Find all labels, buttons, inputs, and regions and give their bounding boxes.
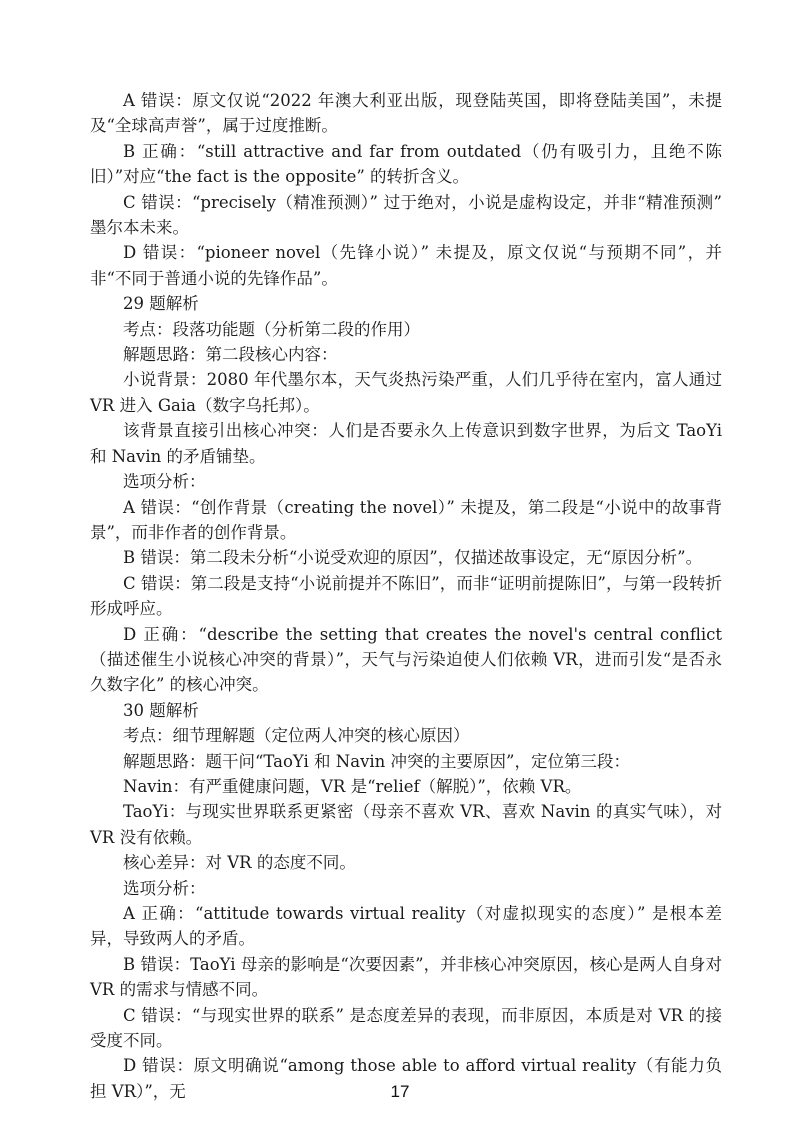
option-analysis-29c: C 错误：第二段是支持“小说前提并不陈旧”，而非“证明前提陈旧”，与第一段转折形成呼应。	[90, 573, 722, 619]
option-analysis-29a: A 错误：“创作背景（creating the novel）” 未提及，第二段是“小说中的故事背景”，而非作者的创作背景。	[90, 497, 722, 542]
option-analysis-28a: A 错误：原文仅说“2022 年澳大利亚出版，现登陆英国，即将登陆美国”，未提及“全球高声誉”，属于过度推断。	[90, 91, 722, 136]
page-body	[90, 88, 722, 1104]
question-29-heading: 29 题解析	[123, 294, 199, 314]
question-30-core-difference: 核心差异：对 VR 的态度不同。	[123, 853, 356, 873]
question-29-background: 小说背景：2080 年代墨尔本，天气炎热污染严重，人们几乎待在室内，富人通过 VR 进入 Gaia（数字乌托邦）。	[90, 370, 722, 415]
option-analysis-28b: B 正确：“still attractive and far from outdated（仍有吸引力，且绝不陈旧）”对应“the fact is the opposite” 的转折含义。	[90, 141, 722, 187]
question-30-heading: 30 题解析	[123, 700, 199, 720]
option-analysis-29d: D 正确：“describe the setting that creates the novel's central conflict（描述催生小说核心冲突的背景）”，天气与污染迫使人们依赖 VR，进而引发“是否永久数字化” 的核心冲突。	[90, 624, 722, 695]
option-analysis-30b: B 错误：TaoYi 母亲的影响是“次要因素”，并非核心冲突原因，核心是两人自身对 VR 的需求与情感不同。	[90, 954, 722, 1000]
option-analysis-28c: C 错误：“precisely（精准预测）” 过于绝对，小说是虚构设定，并非“精准预测” 墨尔本未来。	[90, 192, 722, 238]
question-30-key-point: 考点：细节理解题（定位两人冲突的核心原因）	[123, 726, 470, 746]
option-analysis-30c: C 错误：“与现实世界的联系” 是态度差异的表现，而非原因，本质是对 VR 的接受度不同。	[90, 1005, 722, 1051]
page-number: 17	[390, 1082, 410, 1101]
option-analysis-30d: D 错误：原文明确说“among those able to afford virtual reality（有能力负担 VR）”，无	[90, 1056, 722, 1101]
question-30-approach: 解题思路：题干问“TaoYi 和 Navin 冲突的主要原因”，定位第三段：	[123, 751, 630, 771]
question-29-conflict: 该背景直接引出核心冲突：人们是否要永久上传意识到数字世界，为后文 TaoYi 和 Navin 的矛盾铺垫。	[90, 421, 722, 466]
question-30-navin: Navin：有严重健康问题，VR 是“relief（解脱）”，依赖 VR。	[123, 776, 582, 796]
option-analysis-29b: B 错误：第二段未分析“小说受欢迎的原因”，仅描述故事设定，无“原因分析”。	[123, 548, 703, 568]
option-analysis-28d: D 错误：“pioneer novel（先锋小说）” 未提及，原文仅说“与预期不同”，并非“不同于普通小说的先锋作品”。	[90, 243, 722, 288]
question-30-taoyi: TaoYi：与现实世界联系更紧密（母亲不喜欢 VR、喜欢 Navin 的真实气味），对 VR 没有依赖。	[90, 802, 722, 847]
question-29-key-point: 考点：段落功能题（分析第二段的作用）	[123, 319, 420, 339]
option-analysis-30a: A 正确：“attitude towards virtual reality（对虚拟现实的态度）” 是根本差异，导致两人的矛盾。	[90, 904, 722, 949]
question-29-approach: 解题思路：第二段核心内容：	[123, 345, 338, 365]
question-29-options-label: 选项分析：	[123, 472, 206, 492]
question-30-options-label: 选项分析：	[123, 878, 206, 898]
